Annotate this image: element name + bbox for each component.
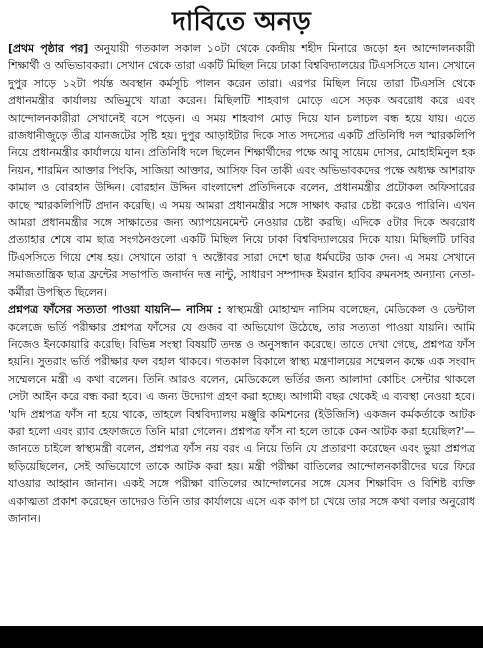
subheading: প্রশ্নপত্র ফাঁসের সত্যতা পাওয়া যায়নি— নাসিম : — [8, 303, 222, 317]
paragraph-2-text: স্বাস্থ্যমন্ত্রী মোহাম্মদ নাসিম বলেছেন, মেডিকেল ও ডেন্টাল কলেজে ভর্তি পরীক্ষার প্রশ্নপত্র ফাঁসের যে গুজব বা অভিযোগ উঠেছে, তার সত্যতা পাওয়া যায়নি। আমি নিজেও ইনকোয়ারি করেছি। বিভিন্ন সংস্থা বিষয়টি তদন্ত ও অনুসন্ধান করেছে। তাতে দেখা গেছে, প্রশ্নপত্র ফাঁস হয়নি। সুতরাং ভর্তি পরীক্ষার ফল বহাল থাকবে। গতকাল বিকালে স্বাস্থ্য মন্ত্রণালয়ের সম্মেলন কক্ষে এক সংবাদ সম্মেলনে মন্ত্রী এ কথা বলেন। তিনি আরও বলেন, মেডিকেলে ভর্তির জন্য আলাদা কোচিং সেন্টার থাকলে সেটা আইন করে বন্ধ করা হবে। এ জন্য উদ্যোগ গ্রহণ করা হচ্ছে। আগামী বছর থেকেই এ ব্যবস্থা নেওয়া হবে। 'যদি প্রশ্নপত্র ফাঁস না হয়ে থাকে, তাহলে বিশ্ববিদ্যালয় মঞ্জুরি কমিশনের (ইউজিসি) একজন কর্মকর্তাকে আটক করা হলো এবং র‌্যাব হেফাজতে তিনি মারা গেলেন। প্রশ্নপত্র ফাঁস না হলে তাকে কেন আটক করা হয়েছিল?'— জানতে চাইলে স্বাস্থ্যমন্ত্রী বলেন, প্রশ্নপত্র ফাঁস নয় বরং এ নিয়ে তিনি যে প্রতারণা করেছেন এবং ভুয়া প্রশ্নপত্র ছড়িয়েছিলেন, সেই অভিযোগে তাকে আটক করা হয়। মন্ত্রী পরীক্ষা বাতিলের আন্দোলনকারীদের ঘরে ফিরে যাওয়ার আহ্বান জানান। একই সঙ্গে পরীক্ষা বাতিলের আন্দোলনের সঙ্গে যেসব শিক্ষাবিদ ও বিশিষ্ট ব্যক্তি একাত্মতা প্রকাশ করেছেন তাদেরও তিনি তার কার্যালয়ে এসে এক কাপ চা খেয়ে তার সঙ্গে কথা বলার অনুরোধ জানান। — [8, 303, 475, 525]
paragraph-2 — [8, 301, 475, 527]
headline: দাবিতে অনড় — [172, 7, 311, 37]
bottom-black-bar — [0, 626, 483, 648]
continuation-label: [প্রথম পৃষ্ঠার পর] — [8, 42, 89, 55]
paragraph-1-text: অনুযায়ী গতকাল সকাল ১০টা থেকে কেন্দ্রীয় শহীদ মিনারে জড়ো হন আন্দোলনকারী শিক্ষার্থী ও অভিভাবকরা। সেখান থেকে তারা একটি মিছিল নিয়ে ঢাকা বিশ্ববিদ্যালয়ের টিএসসিতে যান। সেখানে দুপুর সাড়ে ১২টা পর্যন্ত অবস্থান কর্মসূচি পালন করেন তারা। এরপর মিছিল নিয়ে তারা টিএসসি থেকে প্রধানমন্ত্রীর কার্যালয় অভিমুখে যাত্রা করেন। মিছিলটি শাহবাগ মোড়ে এসে সড়ক অবরোধ করে এবং আন্দোলনকারীরা সেখানেই বসে পড়েন। এ সময় শাহবাগ মোড় দিয়ে যান চলাচল বন্ধ হয়ে যায়। এতে রাজধানীজুড়ে তীব্র যানজটের সৃষ্টি হয়। দুপুর আড়াইটার দিকে সাত সদস্যের একটি প্রতিনিধি দল স্মারকলিপি নিয়ে প্রধানমন্ত্রীর কার্যালয়ে যান। প্রতিনিধি দলে ছিলেন শিক্ষার্থীদের পক্ষে আবু সায়েম দোসর, মোহাইমিনুল হক নিয়ন, শারমিন আক্তার পিংকি, সাজিয়া আক্তার, আসিফ বিন তাকী এবং অভিভাবকদের পক্ষে অধ্যক্ষ আশরাফ কামাল ও বোরহান উদ্দিন। বোরহান উদ্দিন বাংলাদেশ প্রতিদিনকে বলেন, প্রধানমন্ত্রীর প্রটোকল অফিসারের কাছে স্মারকলিপিটি প্রদান করেছি। এ সময় আমরা প্রধানমন্ত্রীর সঙ্গে সাক্ষাৎ করার চেষ্টা করেও পারিনি। এখন আমরা প্রধানমন্ত্রীর সঙ্গে সাক্ষাতের জন্য অ্যাপয়েনমেন্ট নেওয়ার চেষ্টা করছি। এদিকে ৫টার দিকে অবরোধ প্রত্যাহার শেষে বাম ছাত্র সংগঠনগুলো একটি মিছিল নিয়ে ঢাকা বিশ্ববিদ্যালয়ের দিকে যায়। মিছিলটি ঢাবির টিএসসিতে গিয়ে শেষ হয়। সেখানে তারা ৭ অক্টোবর সারা দেশে ছাত্র ধর্মঘটের ডাক দেন। এ সময় সেখানে সমাজতান্ত্রিক ছাত্র ফ্রন্টের সভাপতি জনার্দন দত্ত নান্টু, সাধারণ সম্পাদক ইমরান হাবিব রুমনসহ অন্যান্য নেতা-কর্মীরা উপস্থিত ছিলেন। — [8, 42, 475, 299]
paragraph-1 — [8, 40, 475, 301]
